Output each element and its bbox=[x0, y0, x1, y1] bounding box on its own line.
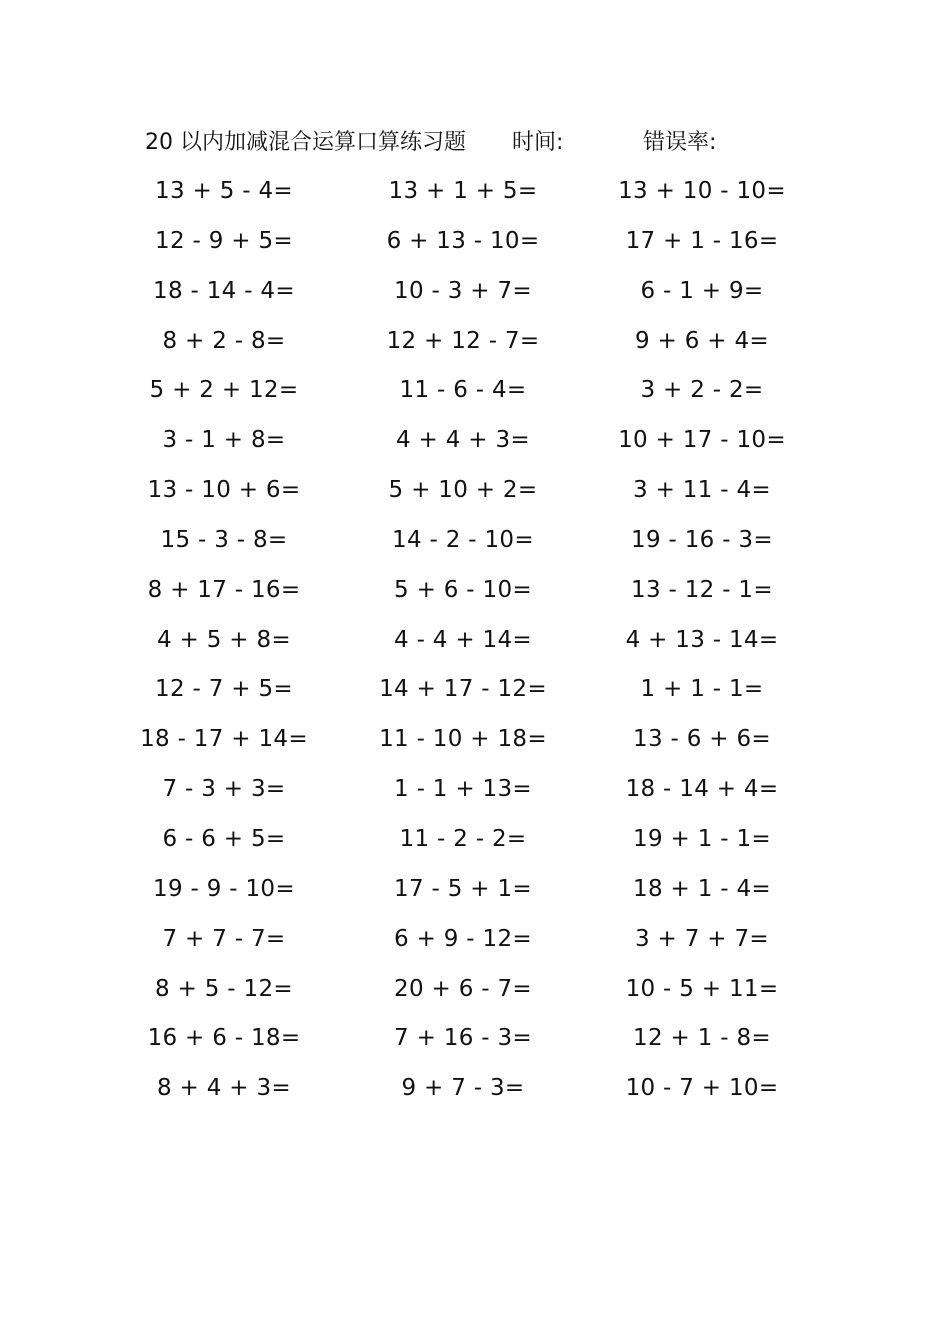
math-problem: 6 + 13 - 10= bbox=[386, 227, 540, 254]
math-problem: 7 + 16 - 3= bbox=[394, 1025, 532, 1052]
math-problem: 17 + 1 - 16= bbox=[625, 227, 779, 254]
worksheet-header bbox=[145, 126, 845, 160]
math-problem: 10 - 5 + 11= bbox=[625, 975, 779, 1002]
math-problem: 5 + 2 + 12= bbox=[149, 377, 299, 404]
time-label: 时间: bbox=[512, 130, 564, 155]
problem-row bbox=[0, 872, 950, 922]
math-problem: 5 + 10 + 2= bbox=[388, 477, 538, 504]
math-problem: 3 - 1 + 8= bbox=[162, 427, 286, 454]
math-problem: 4 + 5 + 8= bbox=[157, 626, 291, 653]
math-problem: 19 - 16 - 3= bbox=[631, 526, 773, 553]
problem-row bbox=[0, 1021, 950, 1071]
problem-row bbox=[0, 722, 950, 772]
error-rate-label: 错误率: bbox=[643, 130, 717, 155]
math-problem: 11 - 2 - 2= bbox=[399, 825, 527, 852]
problem-row bbox=[0, 822, 950, 872]
math-problem: 6 - 6 + 5= bbox=[162, 825, 286, 852]
math-problem: 4 + 4 + 3= bbox=[396, 427, 530, 454]
math-problem: 13 + 5 - 4= bbox=[155, 178, 293, 204]
math-problem: 18 + 1 - 4= bbox=[633, 875, 771, 902]
math-problem: 7 - 3 + 3= bbox=[162, 776, 286, 803]
problem-row bbox=[0, 672, 950, 722]
math-problem: 1 - 1 + 13= bbox=[394, 776, 532, 803]
math-problem: 13 + 10 - 10= bbox=[618, 178, 786, 204]
math-problem: 3 + 7 + 7= bbox=[635, 925, 769, 952]
problem-row bbox=[0, 473, 950, 523]
math-problem: 19 - 9 - 10= bbox=[153, 875, 295, 902]
math-problem: 4 + 13 - 14= bbox=[625, 626, 779, 653]
math-problem: 8 + 2 - 8= bbox=[162, 327, 286, 354]
problem-row bbox=[0, 623, 950, 673]
math-problem: 18 - 17 + 14= bbox=[140, 726, 308, 753]
math-problem: 15 - 3 - 8= bbox=[160, 526, 288, 553]
problem-row bbox=[0, 224, 950, 274]
problem-grid bbox=[0, 174, 950, 1121]
math-problem: 12 - 9 + 5= bbox=[155, 227, 293, 254]
problem-row bbox=[0, 423, 950, 473]
math-problem: 5 + 6 - 10= bbox=[394, 576, 532, 603]
problem-row bbox=[0, 274, 950, 324]
math-problem: 13 - 12 - 1= bbox=[631, 576, 773, 603]
math-problem: 13 + 1 + 5= bbox=[388, 178, 538, 204]
math-problem: 13 - 6 + 6= bbox=[633, 726, 771, 753]
problem-row bbox=[0, 523, 950, 573]
problem-row bbox=[0, 972, 950, 1022]
math-problem: 14 + 17 - 12= bbox=[379, 676, 547, 703]
math-problem: 9 + 7 - 3= bbox=[401, 1075, 525, 1102]
math-problem: 10 - 3 + 7= bbox=[394, 277, 532, 304]
math-problem: 8 + 5 - 12= bbox=[155, 975, 293, 1002]
worksheet-title: 20 以内加减混合运算口算练习题 bbox=[145, 130, 466, 155]
math-problem: 12 + 1 - 8= bbox=[633, 1025, 771, 1052]
math-problem: 11 - 6 - 4= bbox=[399, 377, 527, 404]
math-problem: 6 - 1 + 9= bbox=[640, 277, 764, 304]
math-problem: 18 - 14 + 4= bbox=[625, 776, 779, 803]
math-problem: 10 + 17 - 10= bbox=[618, 427, 786, 454]
math-problem: 3 + 11 - 4= bbox=[633, 477, 771, 504]
math-problem: 8 + 17 - 16= bbox=[147, 576, 301, 603]
math-problem: 4 - 4 + 14= bbox=[394, 626, 532, 653]
problem-row bbox=[0, 373, 950, 423]
math-problem: 9 + 6 + 4= bbox=[635, 327, 769, 354]
math-problem: 14 - 2 - 10= bbox=[392, 526, 534, 553]
math-problem: 12 - 7 + 5= bbox=[155, 676, 293, 703]
math-problem: 18 - 14 - 4= bbox=[153, 277, 295, 304]
math-problem: 10 - 7 + 10= bbox=[625, 1075, 779, 1102]
math-problem: 20 + 6 - 7= bbox=[394, 975, 532, 1002]
math-problem: 17 - 5 + 1= bbox=[394, 875, 532, 902]
math-problem: 16 + 6 - 18= bbox=[147, 1025, 301, 1052]
math-problem: 11 - 10 + 18= bbox=[379, 726, 547, 753]
math-problem: 12 + 12 - 7= bbox=[386, 327, 540, 354]
problem-row bbox=[0, 1071, 950, 1121]
problem-row bbox=[0, 324, 950, 374]
problem-row bbox=[0, 922, 950, 972]
math-problem: 6 + 9 - 12= bbox=[394, 925, 532, 952]
problem-row bbox=[0, 174, 950, 224]
math-problem: 13 - 10 + 6= bbox=[147, 477, 301, 504]
math-problem: 1 + 1 - 1= bbox=[640, 676, 764, 703]
math-problem: 19 + 1 - 1= bbox=[633, 825, 771, 852]
math-problem: 7 + 7 - 7= bbox=[162, 925, 286, 952]
math-problem: 3 + 2 - 2= bbox=[640, 377, 764, 404]
problem-row bbox=[0, 573, 950, 623]
problem-row bbox=[0, 772, 950, 822]
math-problem: 8 + 4 + 3= bbox=[157, 1075, 291, 1102]
